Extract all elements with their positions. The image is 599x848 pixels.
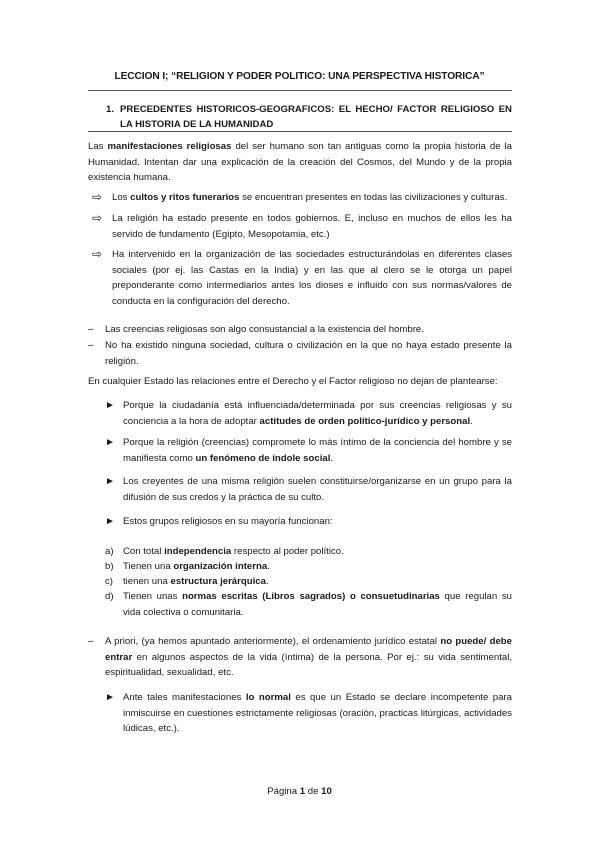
list-item: No ha existido ninguna sociedad, cultura o civilización en la que no haya estado presente la religión. [105,340,512,367]
list-item: tienen una estructura jerárquica. [123,576,269,587]
list-letter: a) [105,546,114,557]
arrow-bullet-icon: ⇨ [92,190,103,204]
list-item: Ante tales manifestaciones lo normal es que un Estado se declare incompetente para inmiscuirse en cuestiones estrictamente religiosas (oración, practicas litúrgicas, actividades lúdicas, etc.). [123,692,512,735]
list-item: Porque la religión (creencias) compromete lo más íntimo de la conciencia del hombre y se manifiesta como un fenómeno de índole social. [123,437,512,464]
intro-paragraph: Las manifestaciones religiosas del ser humano son tan antiguas como la propia historia de la Humanidad. Intentan dar una explicación de la creación del Cosmos, del Mundo y de la propia existencia humana. [88,141,512,184]
list-item: Ha intervenido en la organización de las sociedades estructurándolas en diferentes clases sociales (por ej. las Castas en la India) y en las que al clero se le otorga un papel preponderante como intermediarios antes los dioses e influido con sus normas/valores de conducta en la configuración del derecho. [112,249,512,307]
triangle-bullet-icon: ► [105,692,115,703]
section-heading [106,102,512,132]
arrow-bullet-icon: ⇨ [92,247,103,261]
triangle-bullet-icon: ► [105,476,115,487]
list-letter: c) [105,576,113,587]
dash-bullet-icon: – [88,340,94,351]
arrow-bullet-icon: ⇨ [92,211,103,225]
list-item: Los cultos y ritos funerarios se encuentran presentes en todas las civilizaciones y culturas. [112,192,508,203]
list-item: La religión ha estado presente en todos gobiernos. E, incluso en muchos de ellos les ha servido de fundamento (Egipto, Mesopotamia, etc.) [112,213,512,240]
list-item: Tienen unas normas escritas (Libros sagrados) o consuetudinarias que regulan su vida colectiva o comunitaria. [123,591,512,618]
dash-bullet-icon: – [88,324,94,335]
dash-bullet-icon: – [88,636,94,647]
list-letter: b) [105,561,114,572]
page-title: LECCION I; “RELIGION Y PODER POLITICO: UNA PERSPECTIVA HISTORICA” [114,71,485,82]
list-item: Tienen una organización interna. [123,561,270,572]
title-rule [88,90,512,91]
apriori-paragraph: A priori, (ya hemos apuntado anteriormente), el ordenamiento jurídico estatal no puede/ debe entrar en algunos aspectos de la vida (íntima) de la persona. Por ej.: su vida sentimental, espiritualidad, sexualidad, etc. [105,636,512,679]
list-item: Las creencias religiosas son algo consustancial a la existencia del hombre. [105,324,424,335]
list-item: Estos grupos religiosos en su mayoría funcionan: [123,516,333,527]
section-number: 1. [106,104,115,115]
list-item: Porque la ciudadanía está influenciada/determinada por sus creencias religiosas y su conciencia a la hora de adoptar actitudes de orden político-jurídico y personal. [123,400,512,427]
page-footer: Página 1 de 10 [267,786,332,797]
list-item: Los creyentes de una misma religión suelen constituirse/organizarse en un grupo para la difusión de sus credos y la práctica de su culto. [123,476,512,503]
list-letter: d) [105,591,114,602]
triangle-bullet-icon: ► [105,516,115,527]
estado-paragraph: En cualquier Estado las relaciones entre el Derecho y el Factor religioso no dejan de plantearse: [88,376,498,387]
section-heading-text: PRECEDENTES HISTORICOS-GEOGRAFICOS: EL HECHO/ FACTOR RELIGIOSO EN LA HISTORIA DE LA HUMANIDAD [120,104,512,130]
list-item: Con total independencia respecto al poder político. [123,546,344,557]
section-rule [88,131,512,132]
triangle-bullet-icon: ► [105,400,115,411]
triangle-bullet-icon: ► [105,437,115,448]
